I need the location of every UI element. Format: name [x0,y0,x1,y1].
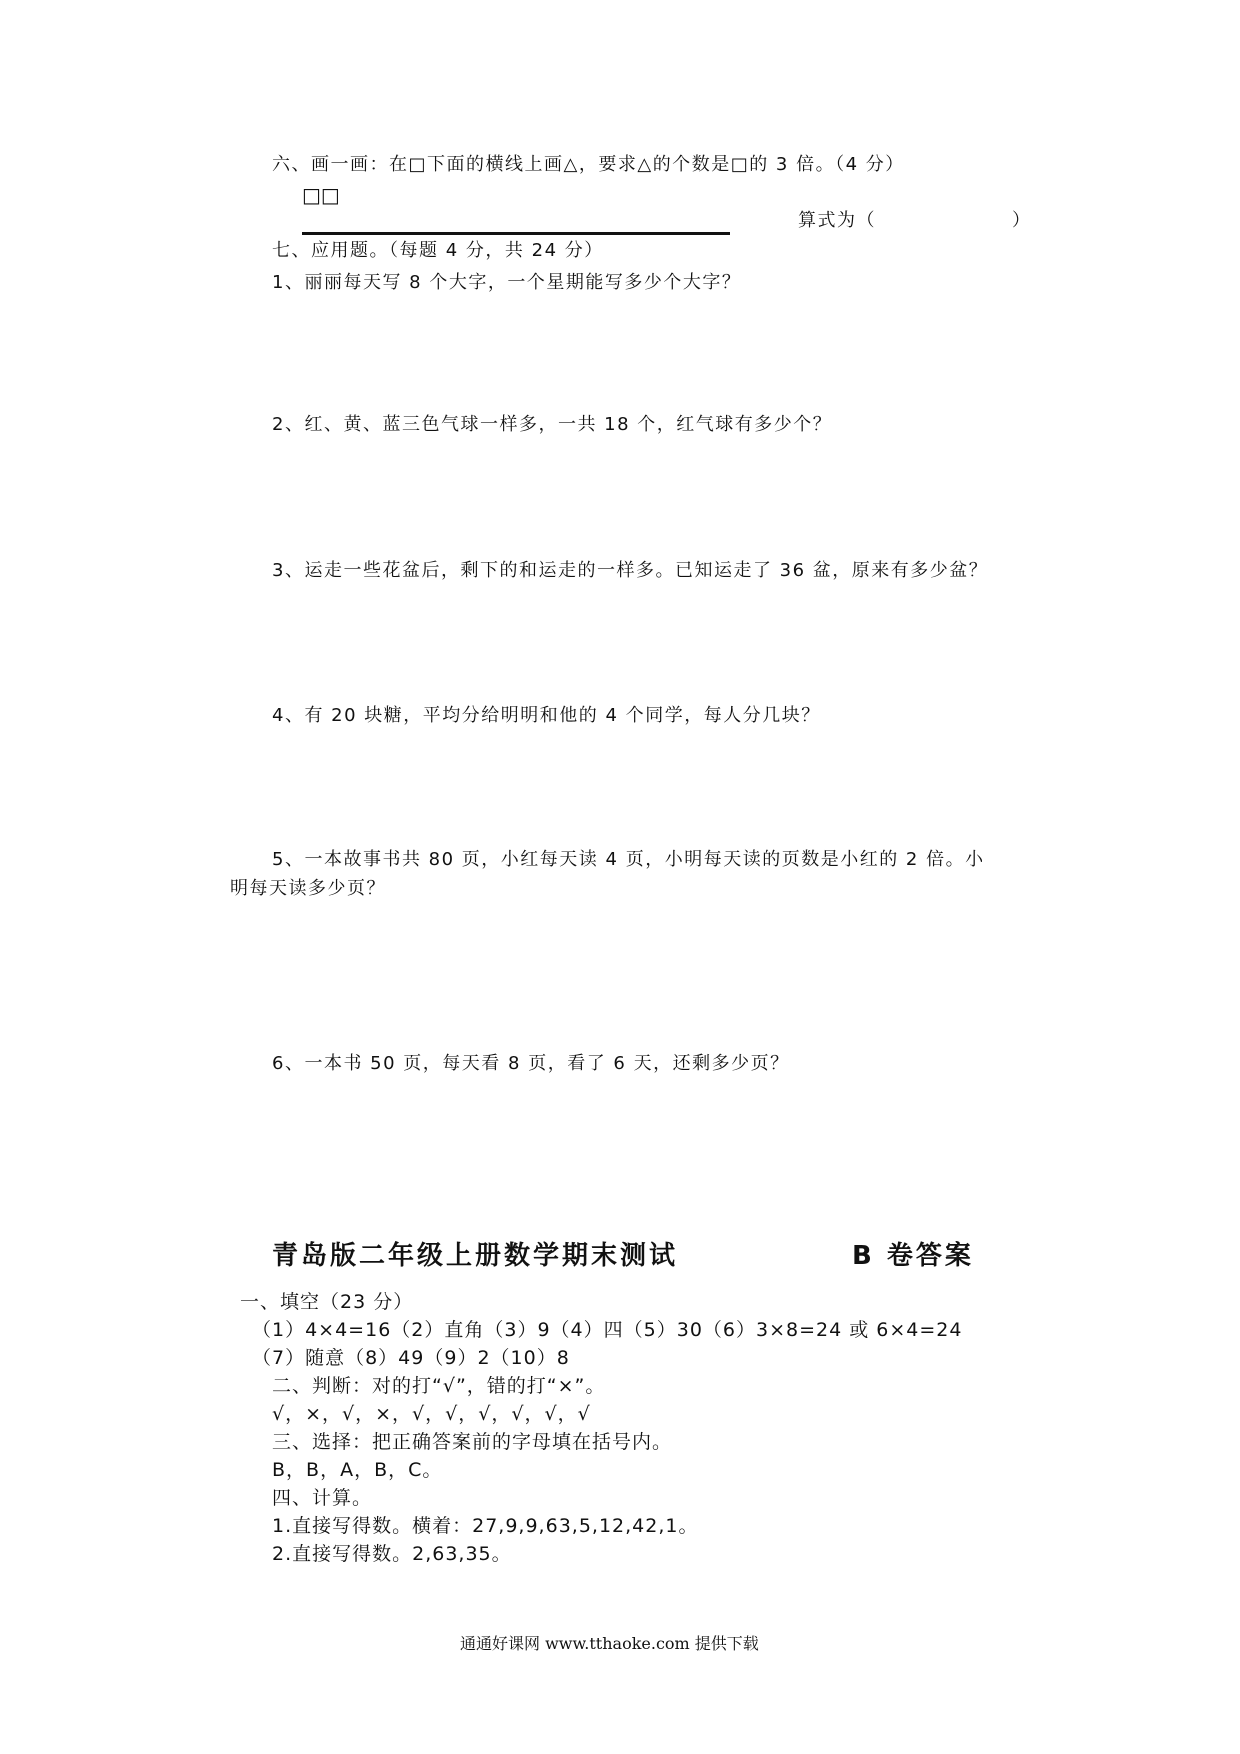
answers-s1-line2: （7）随意（8）49（9）2（10）8 [252,1347,570,1369]
answers-s3-heading: 三、选择：把正确答案前的字母填在括号内。 [272,1431,673,1453]
answer-title: 青岛版二年级上册数学期末测试 [272,1241,679,1271]
question-1: 1、丽丽每天写 8 个大字，一个星期能写多少个大字？ [272,272,742,293]
answers-s2-heading: 二、判断：对的打“√”，错的打“×”。 [272,1375,606,1397]
question-5-line-2: 明每天读多少页？ [230,878,386,899]
answers-s4-item1: 1.直接写得数。横着：27,9,9,63,5,12,42,1。 [272,1515,699,1537]
answers-s4-heading: 四、计算。 [272,1487,373,1509]
formula-close-paren: ） [1012,210,1030,231]
question-3: 3、运走一些花盆后，剩下的和运走的一样多。已知运走了 36 盆，原来有多少盆？ [272,560,989,581]
footer-text: 通通好课网 www.tthaoke.com 提供下载 [460,1634,759,1653]
answers-s1-heading: 一、填空（23 分） [240,1291,414,1313]
answers-s3-answers: B，B，A，B，C。 [272,1459,443,1481]
question-4: 4、有 20 块糖，平均分给明明和他的 4 个同学，每人分几块？ [272,705,821,726]
section7-heading: 七、应用题。（每题 4 分，共 24 分） [272,240,604,261]
question-6: 6、一本书 50 页，每天看 8 页，看了 6 天，还剩多少页？ [272,1053,790,1074]
answers-s4-item2: 2.直接写得数。2,63,35。 [272,1543,512,1565]
drawing-line [302,232,730,235]
boxes: □□ [302,183,340,207]
answers-s2-answers: √，×，√，×，√，√，√，√，√，√ [272,1403,591,1425]
answers-s1-line1: （1）4×4=16（2）直角（3）9（4）四（5）30（6）3×8=24 或 6×4=24 [252,1319,963,1341]
formula-label: 算式为（ [798,210,876,231]
question-2: 2、红、黄、蓝三色气球一样多，一共 18 个，红气球有多少个？ [272,414,833,435]
question-5-line-1: 5、一本故事书共 80 页，小红每天读 4 页，小明每天读的页数是小红的 2 倍。小 [272,849,985,870]
section6-heading: 六、画一画：在□下面的横线上画△，要求△的个数是□的 3 倍。（4 分） [272,154,905,175]
answer-title-b: B 卷答案 [852,1241,974,1271]
